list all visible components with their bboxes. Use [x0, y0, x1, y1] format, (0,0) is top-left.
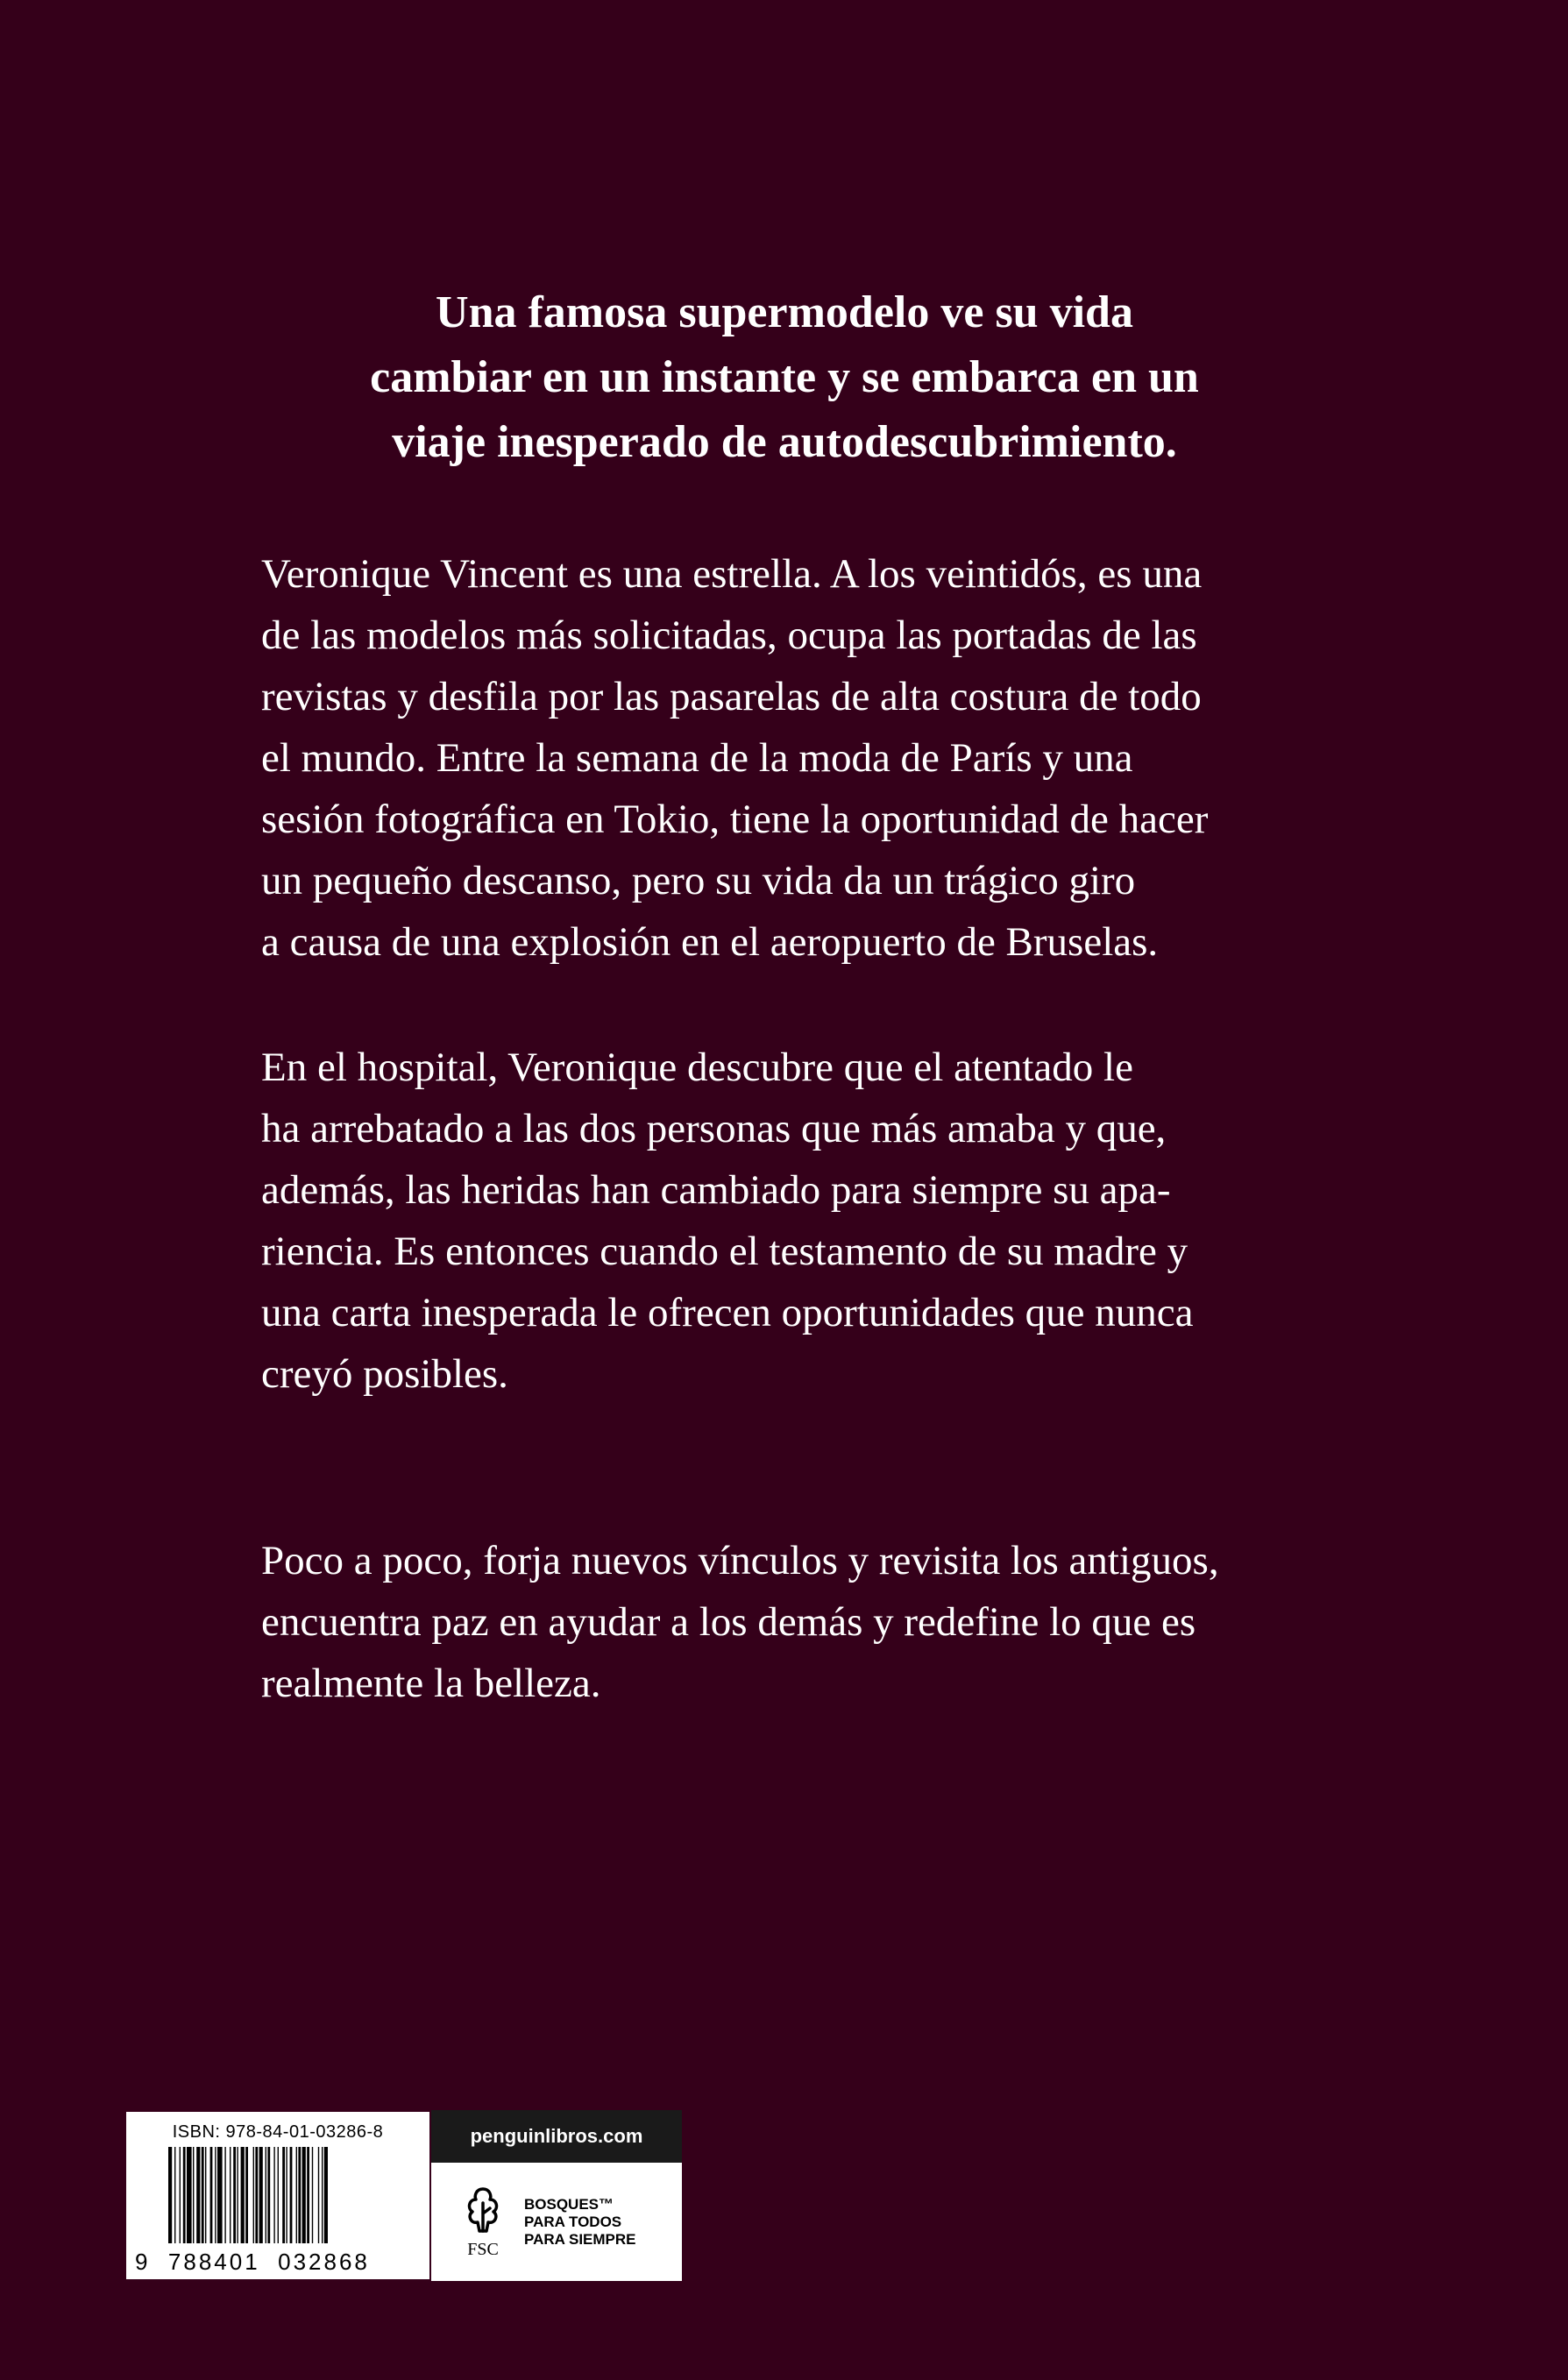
text-line: de las modelos más solicitadas, ocupa las portadas de las — [261, 613, 1197, 658]
barcode-bar — [282, 2147, 285, 2243]
barcode-bar — [267, 2147, 270, 2243]
text-line: además, las heridas han cambiado para siempre su apa- — [261, 1167, 1171, 1213]
barcode-bar — [322, 2147, 323, 2243]
barcode-label — [124, 2110, 682, 2281]
fsc-logo — [452, 2184, 514, 2260]
barcode-bar — [298, 2147, 301, 2243]
barcode-bar — [318, 2147, 319, 2243]
publisher-website: penguinlibros.com — [431, 2110, 682, 2163]
fsc-slogan — [524, 2196, 636, 2249]
barcode-bar — [202, 2147, 204, 2243]
barcode-bar — [196, 2147, 200, 2243]
fsc-label: FSC — [467, 2240, 499, 2259]
text-line: revistas y desfila por las pasarelas de alta costura de todo — [261, 674, 1202, 719]
text-line: realmente la belleza. — [261, 1661, 601, 1706]
barcode-bar — [180, 2147, 181, 2243]
barcode-bar — [205, 2147, 206, 2243]
synopsis-paragraph-2 — [261, 1037, 1306, 1405]
synopsis-paragraph-1 — [261, 543, 1306, 973]
fsc-slogan-line: BOSQUES™ — [524, 2195, 614, 2213]
barcode-bar — [278, 2147, 279, 2243]
text-line: encuentra paz en ayudar a los demás y redefine lo que es — [261, 1599, 1196, 1645]
barcode-bar — [296, 2147, 297, 2243]
tagline-line: viaje inesperado de autodescubrimiento. — [392, 417, 1177, 467]
barcode-bar — [215, 2147, 216, 2243]
text-line: En el hospital, Veronique descubre que el atentado le — [261, 1045, 1133, 1090]
text-line: Poco a poco, forja nuevos vínculos y revisita los antiguos, — [261, 1538, 1219, 1583]
text-line: sesión fotográfica en Tokio, tiene la oportunidad de hacer — [261, 797, 1209, 842]
barcode-bar — [183, 2147, 186, 2243]
barcode-bar — [307, 2147, 309, 2243]
fsc-slogan-line: PARA TODOS — [524, 2213, 622, 2230]
barcode-bar — [253, 2147, 254, 2243]
barcode-bar — [174, 2147, 175, 2243]
barcode-bar — [273, 2147, 274, 2243]
fsc-slogan-line: PARA SIEMPRE — [524, 2230, 636, 2248]
barcode-digits: 9 788401 032868 — [135, 2249, 370, 2275]
barcode-bar — [324, 2147, 328, 2243]
barcode-bar — [245, 2147, 248, 2243]
text-line: a causa de una explosión en el aeropuerto de Bruselas. — [261, 919, 1159, 965]
text-line: ha arrebatado a las dos personas que más amaba y que, — [261, 1106, 1167, 1151]
barcode-bars — [168, 2147, 405, 2252]
tagline-line: cambiar en un instante y se embarca en un — [370, 352, 1199, 402]
fsc-panel — [431, 2163, 682, 2281]
barcode-bar — [168, 2147, 172, 2243]
barcode-bar — [286, 2147, 287, 2243]
tagline — [263, 280, 1306, 475]
isbn-barcode-panel — [124, 2110, 431, 2281]
text-line: creyó posibles. — [261, 1351, 508, 1397]
barcode-bar — [233, 2147, 236, 2243]
text-line: el mundo. Entre la semana de la moda de París y una — [261, 735, 1133, 781]
text-line: Veronique Vincent es una estrella. A los veintidós, es una — [261, 551, 1203, 597]
barcode-bar — [290, 2147, 293, 2243]
synopsis-paragraph-3 — [261, 1530, 1306, 1714]
tagline-line: Una famosa supermodelo ve su vida — [436, 287, 1133, 337]
isbn-number: ISBN: 978-84-01-03286-8 — [172, 2122, 384, 2142]
barcode-bar — [210, 2147, 213, 2243]
barcode-bar — [224, 2147, 225, 2243]
text-line: una carta inesperada le ofrecen oportunidades que nunca — [261, 1290, 1194, 1335]
barcode-bar — [241, 2147, 245, 2243]
text-line: riencia. Es entonces cuando el testamento de su madre y — [261, 1229, 1188, 1274]
publisher-panel — [431, 2110, 682, 2281]
barcode-bar — [193, 2147, 194, 2243]
fsc-tree-icon — [457, 2184, 509, 2238]
barcode-bar — [255, 2147, 258, 2243]
barcode-bar — [237, 2147, 238, 2243]
barcode-bar — [217, 2147, 223, 2243]
barcode-bar — [259, 2147, 263, 2243]
barcode-bar — [230, 2147, 231, 2243]
barcode-bar — [312, 2147, 313, 2243]
barcode-bar — [302, 2147, 306, 2243]
barcode-bar — [187, 2147, 192, 2243]
text-line: un pequeño descanso, pero su vida da un trágico giro — [261, 858, 1136, 903]
